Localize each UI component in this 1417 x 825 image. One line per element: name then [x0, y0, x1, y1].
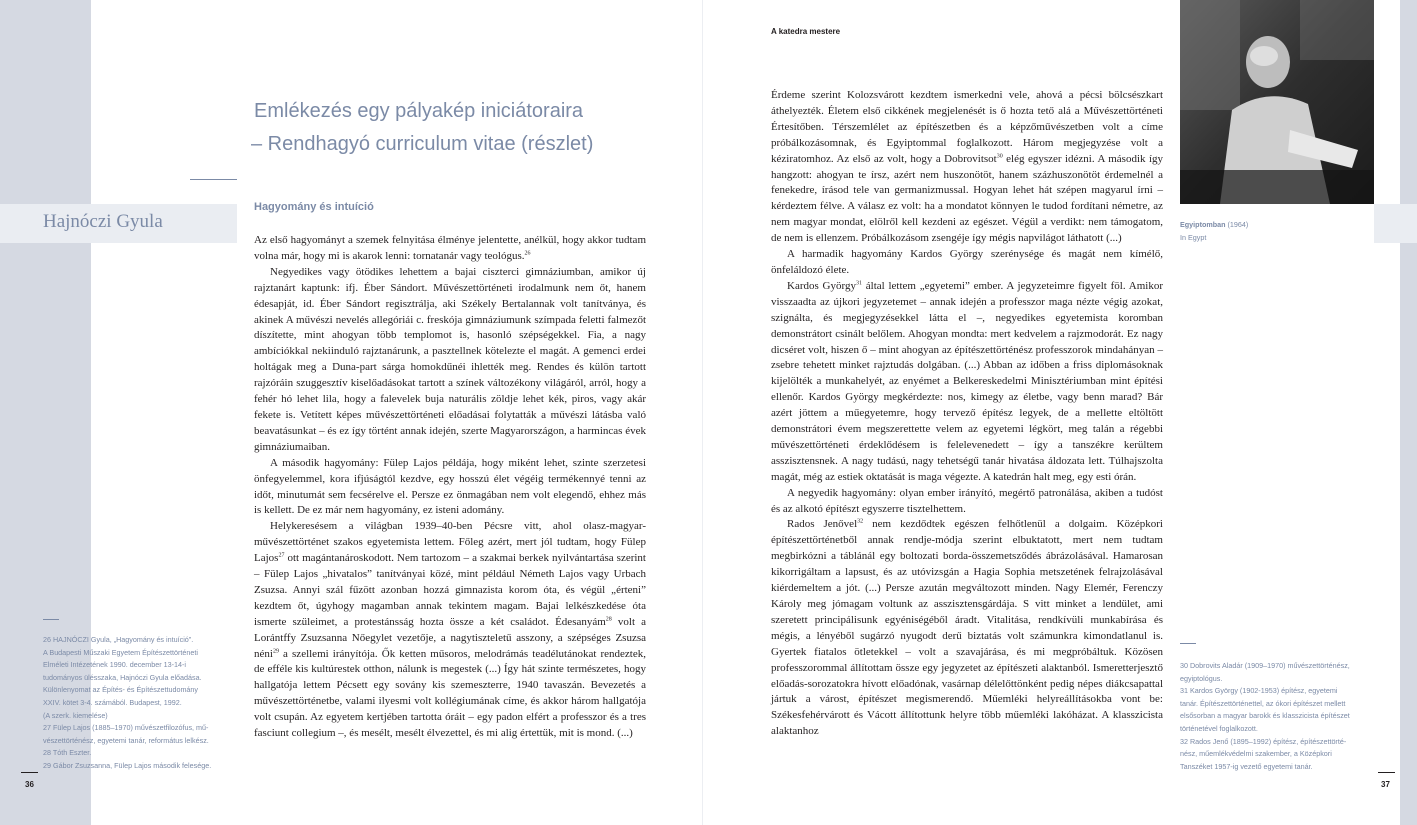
footnote-line: 32 Rados Jenő (1895–1992) építész, építészettörté-	[1180, 736, 1347, 746]
paragraph: Érdeme szerint Kolozsvárott kezdtem ismerkedni vele, ahová a pécsi bölcsészkart áthelyezték. Életem első cikkének megjelenését is ő hozta tető alá a Művészettörténeti Értesítőben. Térszemlélet az építészetben és a képzőművészetben volt a címe próbálkozásomnak, és Egyiptommal foglalkozott. Három megjegyzése volt a kéziratomhoz. Az első az volt, hogy a Dobrovitsot$^{30}$ elég egyszer idézni. A második így hangzott: ahogyan te írsz, azért nem huszonötöt, hanem százhuszonötöt érdemelnél a fenekedre, írásod tele van germanizmussal. Hogyan lehet hát szépen magyarul írni – kérdeztem félve. A válasz ez volt: ha a mondatot könnyen le tudod fordítani németre, az nem magyar mondat, elölről kell kezdeni az egészet. Végül a verdikt: nem támogatom, de nem is ellenzem. Próbálkozásom zsengéje így mégis napvilágot láthatott (...)	[771, 89, 1163, 245]
chapter-title	[251, 95, 594, 161]
photo-image	[1180, 0, 1374, 204]
running-head: A katedra mestere	[771, 27, 841, 36]
footnote-line: Elméleti Intézetének 1990. december 13-14-i	[43, 660, 187, 670]
book-gutter	[702, 0, 703, 825]
footnote-line: Különlenyomat az Építés- és Építészettudomány	[43, 685, 199, 695]
right-footnotes	[1180, 660, 1380, 773]
paragraph: A harmadik hagyomány Kardos György szerénysége és magát nem kímélő, önfeláldozó élete.	[771, 248, 1163, 276]
footnote-line: történetével foglalkozott.	[1180, 723, 1258, 733]
footnote-line: elsősorban a magyar barokk és klasszicista építészet	[1180, 711, 1350, 721]
footnote-line: Tanszéket 1957-ig vezető egyetemi tanár.	[1180, 761, 1313, 771]
page-number-rule-right	[1378, 772, 1395, 773]
footnote-line: tanár. Építészettörténettel, az ókori építészet mellett	[1180, 698, 1346, 708]
footnote-line: (A szerk. kiemelése)	[43, 710, 108, 720]
title-rule	[190, 179, 237, 180]
left-body-text	[254, 233, 646, 742]
footnote-line: 31 Kardos György (1902-1953) építész, egyetemi	[1180, 686, 1338, 696]
footnote-line: A Budapesti Műszaki Egyetem Építészettörténeti	[43, 647, 199, 657]
footnote-line: 30 Dobrovits Aladár (1909–1970) művészettörténész,	[1180, 661, 1350, 670]
paragraph: Kardos György$^{31}$ által lettem „egyetemi” ember. A jegyzeteimre figyelt föl. Amikor visszaadta az újkori jegyzetemet – annak idején a professzor maga nézte végig azokat, szignálta, és megjegyzésekkel látta el –, negyedikes egyetemista koromban demonstrátort csinált belőlem. Ahogyan mondta: mert kedvelem a rajzmodorát. Ez nagy dicséret volt, hiszen ő – mint ahogyan az építészettörténész professzorok mindahányan – zsebre tehetett minket rajztudás dolgában. (...) Abban az időben a friss diplomásoknak kijelölték a munkahelyét, az enyémet a Belkereskedelmi Minisztériumban mint építési ellenőr. Kardos György megkérdezte: nos, kimegy az életbe, vagy benn marad? Bár azért jöttem a műegyetemre, hogy tervező építész legyek, de a mellette eltöltött demonstrátori évem megszerettette velem az egyetemi légkört, meg talán a régebbi művészettörténeti érdeklődésem is felelevenedett – így a tanszékre kerültem asszisztensnek. A nagy tudású, nagy tehetségű tanár hivatása áldozata lett. Túlhajszolta magát, még az estiek oktatását is maga végezte. A katedrán halt meg, egy esti órán.	[771, 279, 1163, 483]
right-name-bar	[1374, 204, 1417, 243]
footnote-line: 28 Tóth Eszter.	[43, 748, 92, 758]
section-heading: Hagyomány és intuíció	[254, 201, 374, 213]
chapter-title-line-1: Emlékezés egy pályakép iniciátoraira	[254, 100, 584, 122]
paragraph: Az első hagyományt a szemek felnyitása élménye jelentette, anélkül, hogy akkor tudtam volna már, hogy mi is akarok lenni: tornatanár vagy teológus.$^{26}$	[254, 234, 646, 262]
chapter-title-line-2: – Rendhagyó curriculum vitae (részlet)	[251, 133, 594, 155]
paragraph: Negyedikes vagy ötödikes lehettem a bajai ciszterci gimnáziumban, amikor új rajztanárt kaptunk: ifj. Éber Sándort. Művészettörténeti irodalmunk nem őt, hanem édesapját, id. Éber Sándort regisztrálja, aki Székely Bertalannak volt tanítványa, és akinek A művészi nevelés allegóriái c. freskója gimnáziumunk szímpada feletti falmezőt díszítette, mint ahogyan több templomot is, hasonló szépségekkel. Fia, a nagy ambíciókkal nekiinduló rajztanárunk, a pasztellnek kötelezte el magát. A gemenci erdei holtágak meg a Duna-part sárga homokdűnéi ihlették meg. Rendes és külön tartott rajzóráin szuggesztív kiselőadásokat tartott a színek változékony világáról, arról, hogy a fehér hó lehet lila, hogy a falevelek buja naturális zöldje lehet kék, piros, vagy akár fekete is. Vetített képes művészettörténeti előadásai folytatták a művészi látásba való beavatásunkat – és ez így történt annak idején, szerte Magyarországon, a harmincas évek gimnáziumaiban.	[254, 265, 646, 453]
paragraph: Helykeresésem a világban 1939–40-ben Pécsre vitt, ahol olasz-magyar-művészettörténet szakos egyetemista lettem. Főleg azért, mert jól tudtam, hogy Fülep Lajos$^{27}$ ott magántanároskodott. Nem tartozom – a szakmai berkek nyilvántartása szerint – Fülep Lajos „hivatalos” tanítványai közé, mint például Németh Lajos vagy Urbach Zsuzsa. Annyi szál fűzött azonban hozzá gimnazista korom óta, és végül „érteni” kezdtem őt, úgyhogy magamban annak tekintem magam. Bajai lelkészkedése óta ismerte szüleimet, a protestánsság hozta össze a két családot. Édesanyám$^{28}$ volt a Lorántffy Zsuzsanna Nőegylet vezetője, a nagytiszteletű asszony, a szépséges Zsuzsa néni$^{29}$ a szellemi irányítója. Ők ketten műsoros, melodrámás teadélutánokat rendeztek, de efféle kis kultúrestek otthon, nálunk is megestek (...) Így hát szinte természetes, hogy hallgatója lettem Pécsett egy sovány kis szemeszterre, 1940 tavaszán. Bevezetés a művészettörténetbe, valami ilyesmi volt kollégiumának címe, és akkor három hallgatója volt csupán. Az egyetem kertjében tartotta óráit – egy padon elfért a professzor és a tres fasciunt collegium –, és mesélt, mesélt élvezettel, és mi alig értettük, mit is mond. (...)	[254, 520, 646, 740]
page-number-rule-left	[21, 772, 38, 773]
footnote-line: XXIV. kötet 3-4. számából. Budapest, 1992.	[43, 697, 182, 707]
paragraph: Rados Jenővel$^{32}$ nem kezdődtek egészen felhőtlenül a dolgaim. Középkori építészettörténetből annak rendje-módja szerint elbuktatott, mert nem tudtam megbirkózni a táblánál egy boltozati borda-összemetsződés ábrázolásával. Hamarosan kikorrigáltam a lapsust, és az utóvizsgán a Hagia Sophia metszetének felrajzolásával kiérdemeltem a jót. (...) Persze azután megváltozott minden. Nagy Elemér, Ferenczy Károly meg jómagam voltunk az asszisztensgárdája. S vitt minket a lendület, ami szeretett principálisunk egyéniségéből áradt. Vitalitása, rendkívüli munkabírása és mégis, a lényéből sugárzó nyugodt derű biztatás volt számunkra kimondatlanul is. Gyertek fiatalos ötletekkel – volt a szavajárása, és mi megpróbáltuk. Közösen professzorommal állítottam össze egy jegyzetet az építészeti alaktanból. Ismeretterjesztő előadás-sorozatokra hívott előadónak, vasárnap délelőttönként pedig népes diákcsapattal jártuk a várost, építészet megismerendő. Műemléki helyreállításokba vont be: Székesfehérvárott és Vácott állítottunk helyre több műemléki lakóházat. A klasszicista alaktanhoz	[771, 518, 1163, 738]
photo-egypt	[1180, 0, 1374, 204]
paragraph: A második hagyomány: Fülep Lajos példája, hogy miként lehet, szinte szerzetesi önfegyelemmel, kora ifjúságtól kezdve, egy hosszú élet végéig termékennyé tenni az időt, minutumát sem fecsérelve el. Persze ez önmagában nem volt elegendő, ehhez más is kellett. De ez már nem hagyomány, ez isteni adomány.	[254, 456, 646, 517]
photo-caption-year: (1964)	[1227, 220, 1249, 229]
footnote-line: 26 HAJNÓCZI Gyula, „Hagyomány és intuíció”.	[43, 635, 194, 644]
paragraph: A negyedik hagyomány: olyan ember irányító, megértő patronálása, akiben a tudóst és az alkotó építészt egyszerre tisztelhettem.	[771, 486, 1163, 515]
photo-caption-title: Egyiptomban	[1180, 220, 1226, 229]
page-number-left: 36	[25, 780, 34, 789]
left-footnotes	[43, 634, 238, 773]
footnote-line: 29 Gábor Zsuzsanna, Fülep Lajos második felesége.	[43, 760, 212, 770]
footnote-rule-left	[43, 619, 59, 620]
footnote-line: egyiptológus.	[1180, 673, 1223, 683]
photo-caption-en: In Egypt	[1180, 232, 1207, 242]
footnote-line: 27 Fülep Lajos (1885–1970) művészetfilozófus, mű-	[43, 723, 209, 733]
page-number-right: 37	[1381, 780, 1390, 789]
footnote-line: vészettörténész, egyetemi tanár, református lelkész.	[43, 735, 209, 745]
footnote-line: nész, műemlékvédelmi szakember, a Középkori	[1180, 749, 1332, 759]
right-body-text	[771, 88, 1163, 740]
photo-caption	[1180, 219, 1300, 244]
footnote-line: tudományos ülésszaka, Hajnóczi Gyula előadása.	[43, 672, 202, 682]
right-margin-band	[1400, 0, 1417, 825]
footnote-rule-right	[1180, 643, 1196, 644]
author-name: Hajnóczi Gyula	[43, 211, 163, 232]
